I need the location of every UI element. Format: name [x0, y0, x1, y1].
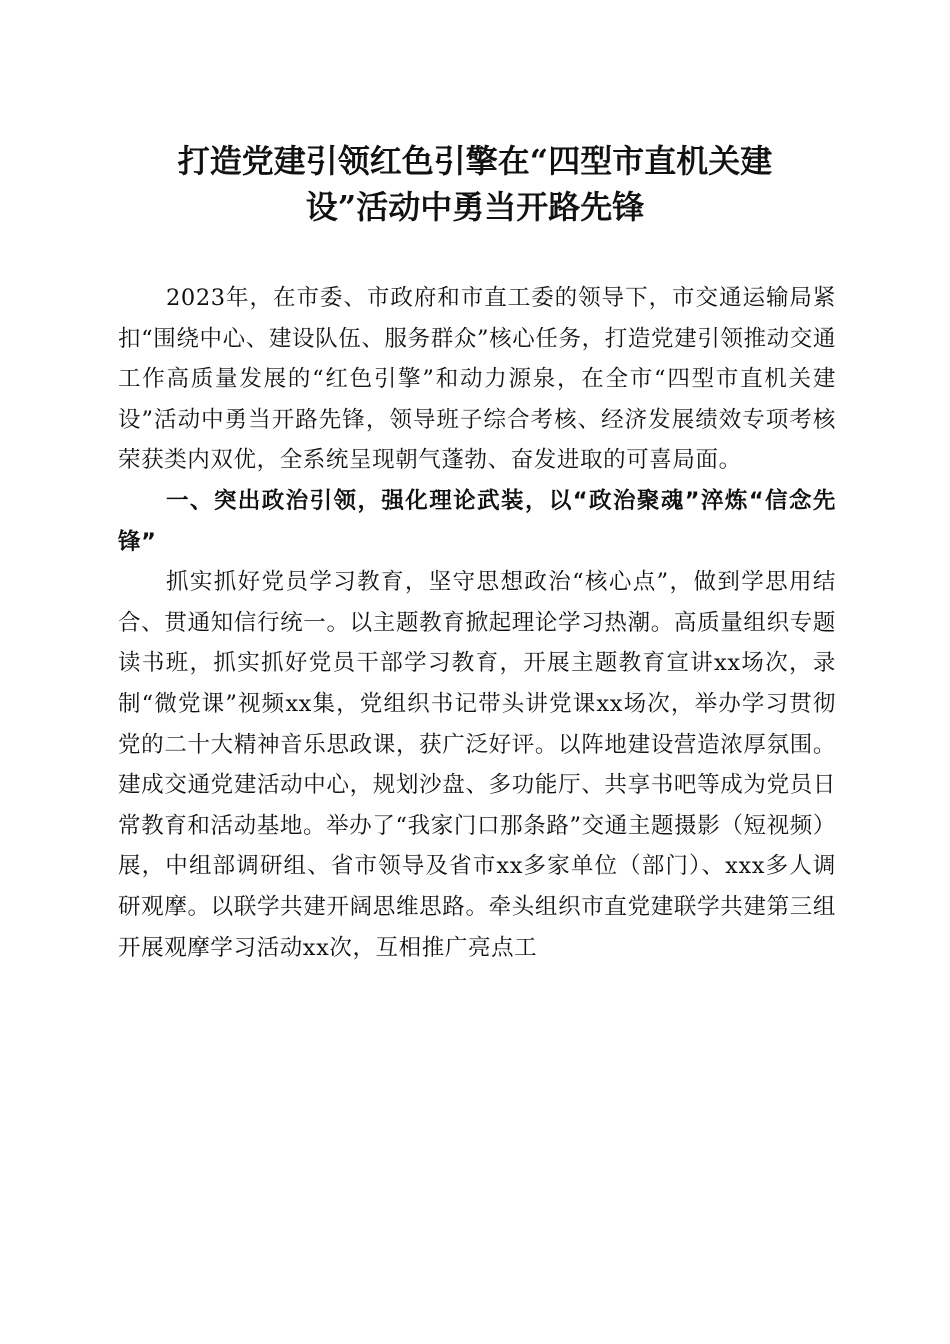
- document-title: [110, 138, 840, 230]
- document-body: [118, 278, 836, 968]
- title-line-2: 设”活动中勇当开路先锋: [305, 188, 645, 226]
- section-1-paragraph: 抓实抓好党员学习教育，坚守思想政治“核心点”，做到学思用结合、贯通知信行统一。以主题教育掀起理论学习热潮。高质量组织专题读书班，抓实抓好党员干部学习教育，开展主题教育宣讲xx场次，录制“微党课”视频xx集，党组织书记带头讲党课xx场次，举办学习贯彻党的二十大精神音乐思政课，获广泛好评。以阵地建设营造浓厚氛围。建成交通党建活动中心，规划沙盘、多功能厅、共享书吧等成为党员日常教育和活动基地。举办了“我家门口那条路”交通主题摄影（短视频）展，中组部调研组、省市领导及省市xx多家单位（部门）、xxx多人调研观摩。以联学共建开阔思维思路。牵头组织市直党建联学共建第三组开展观摩学习活动xx次，互相推广亮点工: [118, 569, 836, 961]
- intro-paragraph: 2023年，在市委、市政府和市直工委的领导下，市交通运输局紧扣“围绕中心、建设队伍、服务群众”核心任务，打造党建引领推动交通工作高质量发展的“红色引擎”和动力源泉，在全市“四型市直机关建设”活动中勇当开路先锋，领导班子综合考核、经济发展绩效专项考核荣获类内双优，全系统呈现朝气蓬勃、奋发进取的可喜局面。: [118, 285, 836, 474]
- title-line-1: 打造党建引领红色引擎在“四型市直机关建: [177, 142, 773, 180]
- section-heading-1: 一、突出政治引领，强化理论武装，以“政治聚魂”淬炼“信念先锋”: [118, 487, 836, 555]
